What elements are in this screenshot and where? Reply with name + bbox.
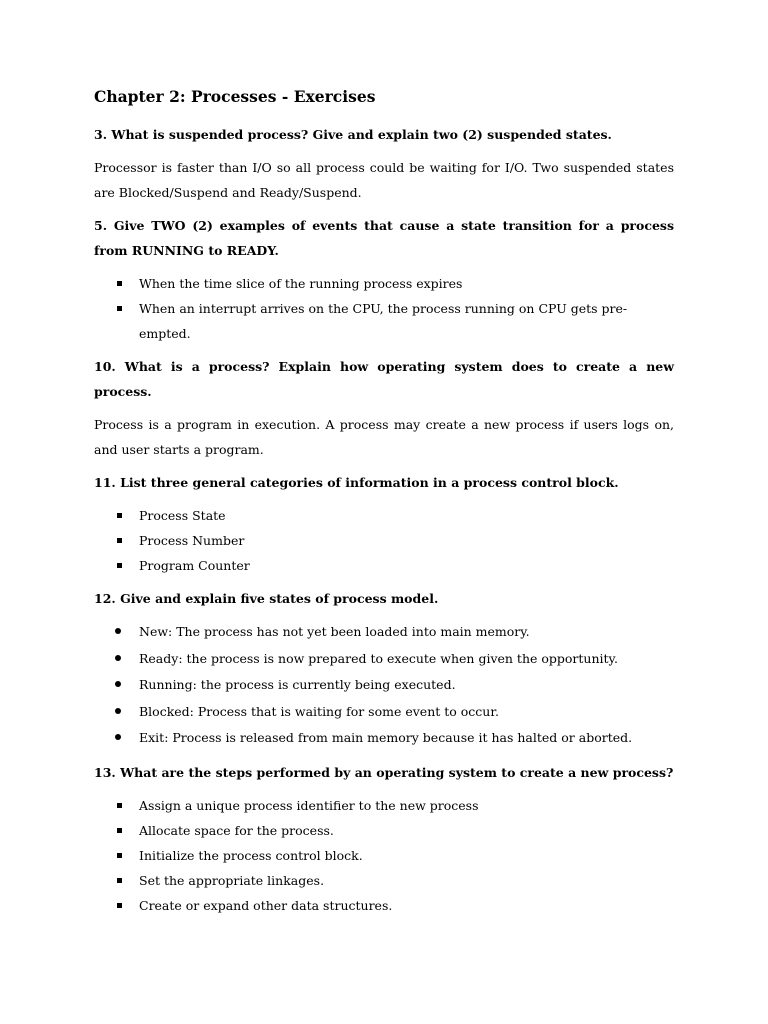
- square-bullet-icon: [117, 878, 122, 883]
- square-bullet-icon: [117, 513, 122, 518]
- answer-10: Process is a program in execution. A process may create a new process if users logs on, and user starts a program.: [94, 417, 674, 457]
- answer-3: Processor is faster than I/O so all process could be waiting for I/O. Two suspended states are Blocked/Suspend and Ready/Suspend.: [94, 160, 674, 200]
- question-13: 13. What are the steps performed by an operating system to create a new process?: [94, 764, 674, 780]
- question-10: 10. What is a process? Explain how operating system does to create a new process.: [94, 359, 674, 399]
- square-bullet-icon: [117, 803, 122, 808]
- disc-bullet-icon: [115, 734, 121, 740]
- question-5: 5. Give TWO (2) examples of events that cause a state transition for a process from RUNNING to READY.: [94, 218, 674, 258]
- disc-bullet-icon: [115, 681, 121, 687]
- document-page: [94, 86, 674, 926]
- page-title: Chapter 2: Processes - Exercises: [94, 87, 376, 106]
- disc-bullet-icon: [115, 655, 121, 661]
- square-bullet-icon: [117, 828, 122, 833]
- square-bullet-icon: [117, 853, 122, 858]
- question-12: 12. Give and explain five states of process model.: [94, 591, 439, 606]
- list-item: Assign a unique process identifier to the new process: [94, 793, 674, 818]
- list-item: Process State: [94, 503, 674, 528]
- square-bullet-icon: [117, 903, 122, 908]
- list-item: Initialize the process control block.: [94, 843, 674, 868]
- square-bullet-icon: [117, 306, 122, 311]
- list-item: Exit: Process is released from main memory because it has halted or aborted.: [94, 725, 674, 752]
- list-item: When an interrupt arrives on the CPU, the process running on CPU gets pre-empted.: [94, 296, 674, 346]
- answer-12-list: [94, 619, 674, 752]
- list-item: Ready: the process is now prepared to execute when given the opportunity.: [94, 646, 674, 673]
- disc-bullet-icon: [115, 628, 121, 634]
- answer-5-list: [94, 271, 674, 346]
- question-3: 3. What is suspended process? Give and explain two (2) suspended states.: [94, 127, 612, 142]
- square-bullet-icon: [117, 563, 122, 568]
- answer-11-list: [94, 503, 674, 578]
- list-item: Set the appropriate linkages.: [94, 868, 674, 893]
- list-item: When the time slice of the running process expires: [94, 271, 674, 296]
- list-item: Running: the process is currently being executed.: [94, 672, 674, 699]
- disc-bullet-icon: [115, 708, 121, 714]
- list-item: New: The process has not yet been loaded into main memory.: [94, 619, 674, 646]
- answer-13-list: [94, 793, 674, 918]
- list-item: Program Counter: [94, 553, 674, 578]
- list-item: Create or expand other data structures.: [94, 893, 674, 918]
- square-bullet-icon: [117, 538, 122, 543]
- square-bullet-icon: [117, 281, 122, 286]
- list-item: Blocked: Process that is waiting for some event to occur.: [94, 699, 674, 726]
- list-item: Process Number: [94, 528, 674, 553]
- question-11: 11. List three general categories of information in a process control block.: [94, 475, 619, 490]
- list-item: Allocate space for the process.: [94, 818, 674, 843]
